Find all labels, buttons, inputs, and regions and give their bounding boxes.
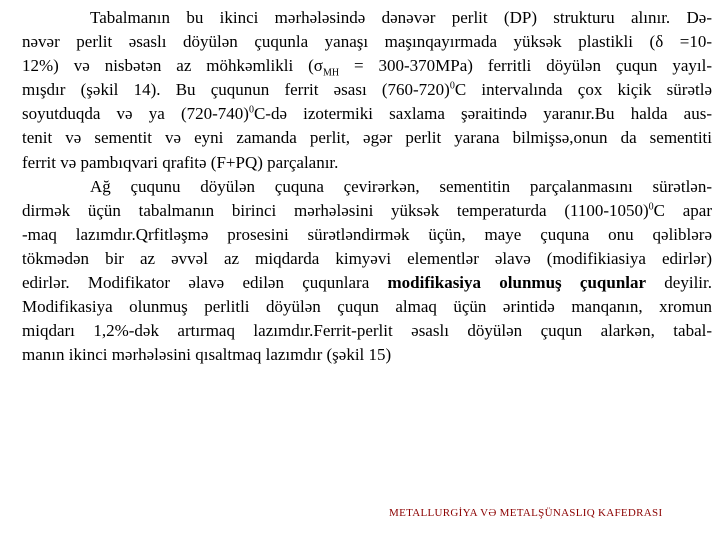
degree-superscript: 0 (248, 104, 254, 116)
paragraph-2-line-3: -maq lazımdır.Qrfitləşmə prosesini sürətləndirmək üçün, maye çuquna onu qəliblərə (22, 224, 712, 244)
paragraph-2-line-4: tökmədən bir az əvvəl az miqdarda kimyəvi elementlər əlavə (modifikiasiya edirlər) (22, 248, 712, 268)
paragraph-1-line-2: nəvər perlit əsaslı döyülən çuqunla yanaşı maşınqayırmada yüksək plastikli (δ =10- (22, 32, 712, 52)
paragraph-1-line-3 (22, 54, 712, 78)
paragraph-2 (22, 175, 712, 368)
paragraph-1-line-1: Tabalmanın bu ikinci mərhələsində dənəvər perlit (DP) strukturu alınır. Də- (90, 8, 712, 27)
paragraph-2-line-8: manın ikinci mərhələsini qısaltmaq lazımdır (şəkil 15) (22, 345, 392, 365)
text-segment: edirlər. Modifikator əlavə edilən çuqunlara (22, 273, 388, 293)
text-segment: dirmək üçün tabalmanın birinci mərhələsini yüksək temperaturda (1100-1050) (22, 200, 649, 220)
paragraph-1-line-4 (22, 78, 712, 102)
bold-term: modifikasiya olunmuş çuqunlar (387, 273, 647, 293)
paragraph-1-line-6: tenit və sementit və eyni zamanda perlit, əgər perlit yarana bilmişsə,onun da sementiti (22, 128, 712, 148)
text-segment: C apar (653, 200, 712, 220)
sigma-subscript: MH (322, 67, 340, 79)
paragraph-1-line-5 (22, 102, 712, 126)
text-segment: 12%) və nisbətən az möhkəmlikli (σ (22, 56, 323, 76)
paragraph-2-line-2 (22, 199, 712, 223)
degree-superscript: 0 (449, 80, 455, 92)
paragraph-1-line-7: ferrit və pambıqvari qrafitə (F+PQ) parçalanır. (22, 152, 339, 172)
department-footer: METALLURGİYA VƏ METALŞÜNASLIQ KAFEDRASI (389, 507, 663, 519)
paragraph-2-line-6: Modifikasiya olunmuş perlitli döyülən çuqun almaq üçün ərintidə manqanın, xromun (22, 297, 712, 317)
text-segment: mışdır (şəkil 14). Bu çuqunun ferrit əsası (760-720) (22, 80, 450, 100)
text-segment: = 300-370MPa) ferritli döyülən çuqun yayıl- (339, 56, 712, 76)
paragraph-2-line-5 (22, 271, 712, 295)
text-segment: C intervalında çox kiçik sürətlə (454, 80, 713, 100)
paragraph-1 (22, 6, 712, 175)
paragraph-2-line-7: miqdarı 1,2%-dək artırmaq lazımdır.Ferrit-perlit əsaslı döyülən çuqun alarkən, tabal- (22, 321, 712, 341)
text-segment: C-də izotermiki saxlama şəraitində yaranır.Bu halda aus- (253, 104, 712, 124)
text-segment: soyutduqda və ya (720-740) (22, 104, 249, 124)
paragraph-2-line-1: Ağ çuqunu döyülən çuquna çevirərkən, sementitin parçalanmasını sürətlən- (90, 176, 712, 196)
document-body (22, 6, 712, 367)
text-segment: deyilir. (646, 273, 712, 293)
degree-superscript: 0 (648, 201, 654, 213)
